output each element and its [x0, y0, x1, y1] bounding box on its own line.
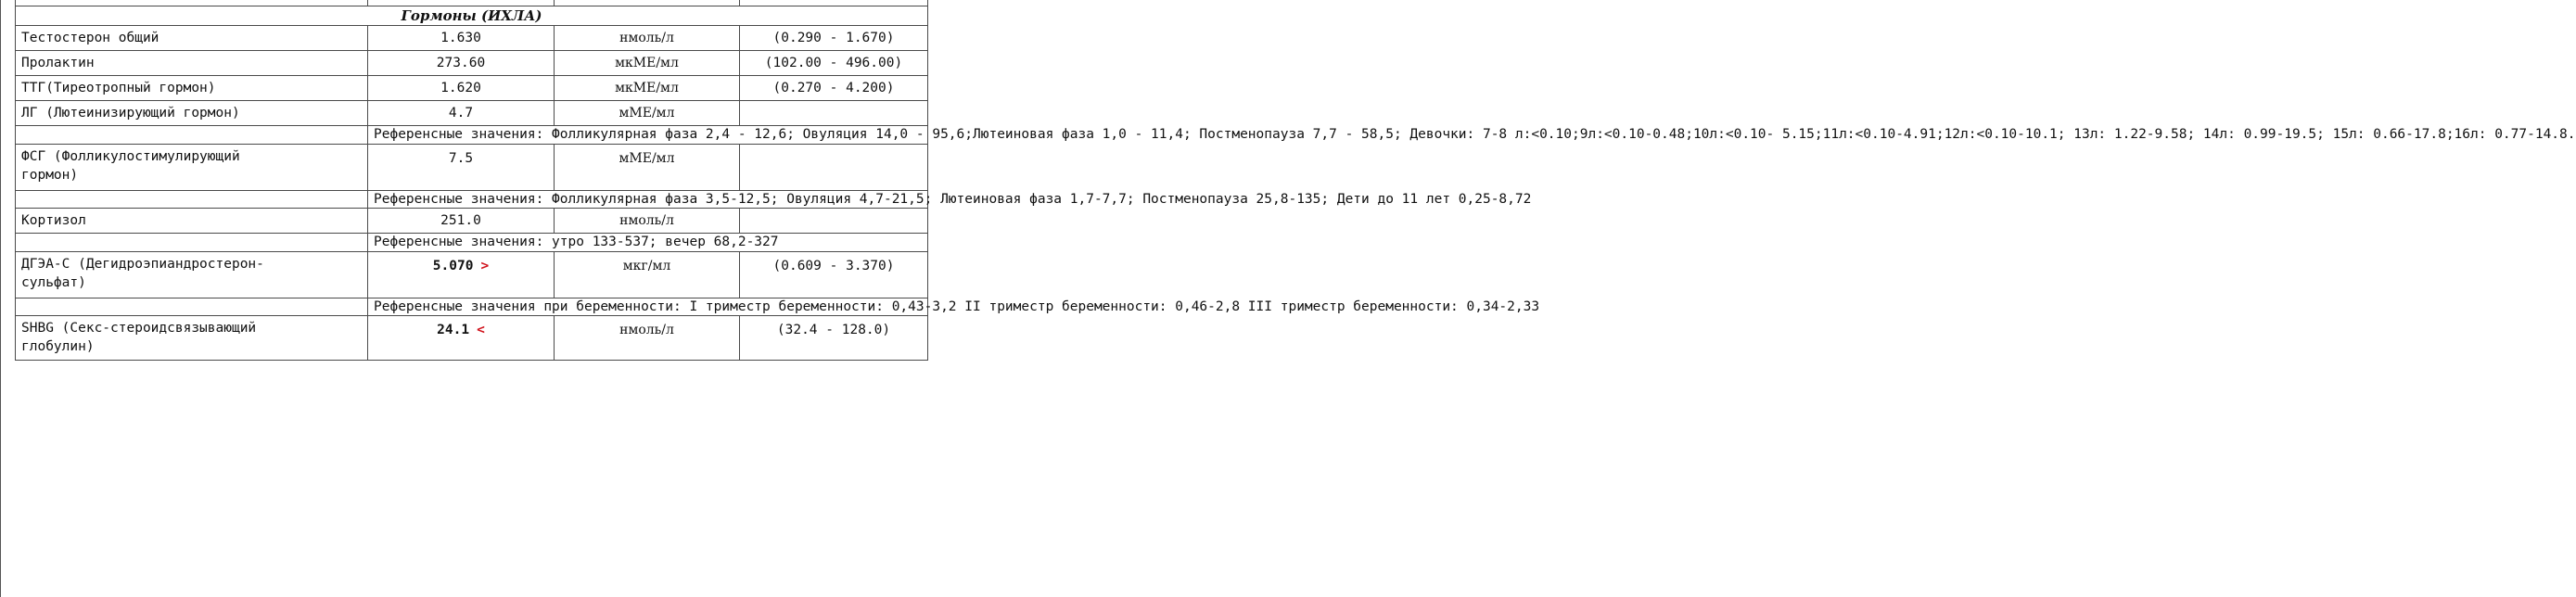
test-name: Кортизол [16, 209, 368, 234]
left-margin-rule [0, 0, 1, 597]
test-name: Тестостерон общий [16, 26, 368, 51]
test-reference [740, 209, 928, 234]
note-row [16, 298, 928, 316]
dgea-reference-note: Референсные значения при беременности: I триместр беременности: 0,43-3,2 II триместр беременности: 0,46-2,8 III триместр беременности: 0,34-2,33 [368, 298, 928, 316]
test-name: ДГЭА-С (Дегидроэпиандростерон- сульфат) [16, 251, 368, 298]
test-reference: (0.270 - 4.200) [740, 76, 928, 101]
table-row [16, 76, 928, 101]
test-name: ТТГ(Тиреотропный гормон) [16, 76, 368, 101]
test-value: 24.1 [437, 323, 470, 337]
test-value-cell [368, 316, 555, 361]
note-row [16, 190, 928, 209]
test-reference: (0.609 - 3.370) [740, 251, 928, 298]
test-value: 4.7 [368, 101, 555, 126]
test-name: SHBG (Секс-стероидсвязывающий глобулин) [16, 316, 368, 361]
test-reference: (0.290 - 1.670) [740, 26, 928, 51]
test-unit: мМЕ/мл [555, 144, 740, 190]
table-row [16, 251, 928, 298]
test-unit: мкг/мл [555, 251, 740, 298]
test-unit: мкМЕ/мл [555, 76, 740, 101]
test-reference [740, 101, 928, 126]
test-reference [740, 144, 928, 190]
test-reference: (32.4 - 128.0) [740, 316, 928, 361]
test-value: 5.070 [432, 258, 474, 273]
test-reference: (102.00 - 496.00) [740, 51, 928, 76]
high-flag: > [480, 258, 490, 273]
note-row [16, 234, 928, 252]
test-value: 251.0 [368, 209, 555, 234]
low-flag: < [477, 323, 485, 337]
section-title: Гормоны (ИХЛА) [16, 6, 928, 26]
test-unit: мкМЕ/мл [555, 51, 740, 76]
test-unit: нмоль/л [555, 316, 740, 361]
cortisol-reference-note: Референсные значения: утро 133-537; вечер 68,2-327 [368, 234, 928, 252]
test-value: 7.5 [368, 144, 555, 190]
test-unit: нмоль/л [555, 209, 740, 234]
table-row [16, 316, 928, 361]
table-row [16, 144, 928, 190]
test-value: 1.620 [368, 76, 555, 101]
table-row [16, 51, 928, 76]
test-unit: нмоль/л [555, 26, 740, 51]
fsg-reference-note: Референсные значения: Фолликулярная фаза 3,5-12,5; Овуляция 4,7-21,5; Лютеиновая фаза 1,7-7,7; Постменопауза 25,8-135; Дети до 11 лет 0,25-8,72 [368, 190, 928, 209]
test-value: 1.630 [368, 26, 555, 51]
test-name: Пролактин [16, 51, 368, 76]
lg-reference-note: Референсные значения: Фолликулярная фаза 2,4 - 12,6; Овуляция 14,0 - 95,6;Лютеиновая фаза 1,0 - 11,4; Постменопауза 7,7 - 58,5; Девочки: 7-8 л:<0.10;9л:<0.10-0.48;10л:<0.10- 5.15;11л:<0.10-4.91;12л:<0.10-10.1; 13л: 1.22-9.58; 14л: 0.99-19.5; 15л: 0.66-17.8;16л: 0.77-14.8. [368, 126, 928, 145]
test-name: ЛГ (Лютеинизирующий гормон) [16, 101, 368, 126]
test-name: ФСГ (Фолликулостимулирующий гормон) [16, 144, 368, 190]
section-row [16, 6, 928, 26]
lab-results-table [15, 0, 2576, 361]
table-row [16, 101, 928, 126]
table-row [16, 26, 928, 51]
table-row [16, 209, 928, 234]
test-value: 273.60 [368, 51, 555, 76]
test-unit: мМЕ/мл [555, 101, 740, 126]
note-row [16, 126, 928, 145]
test-value-cell [368, 251, 555, 298]
